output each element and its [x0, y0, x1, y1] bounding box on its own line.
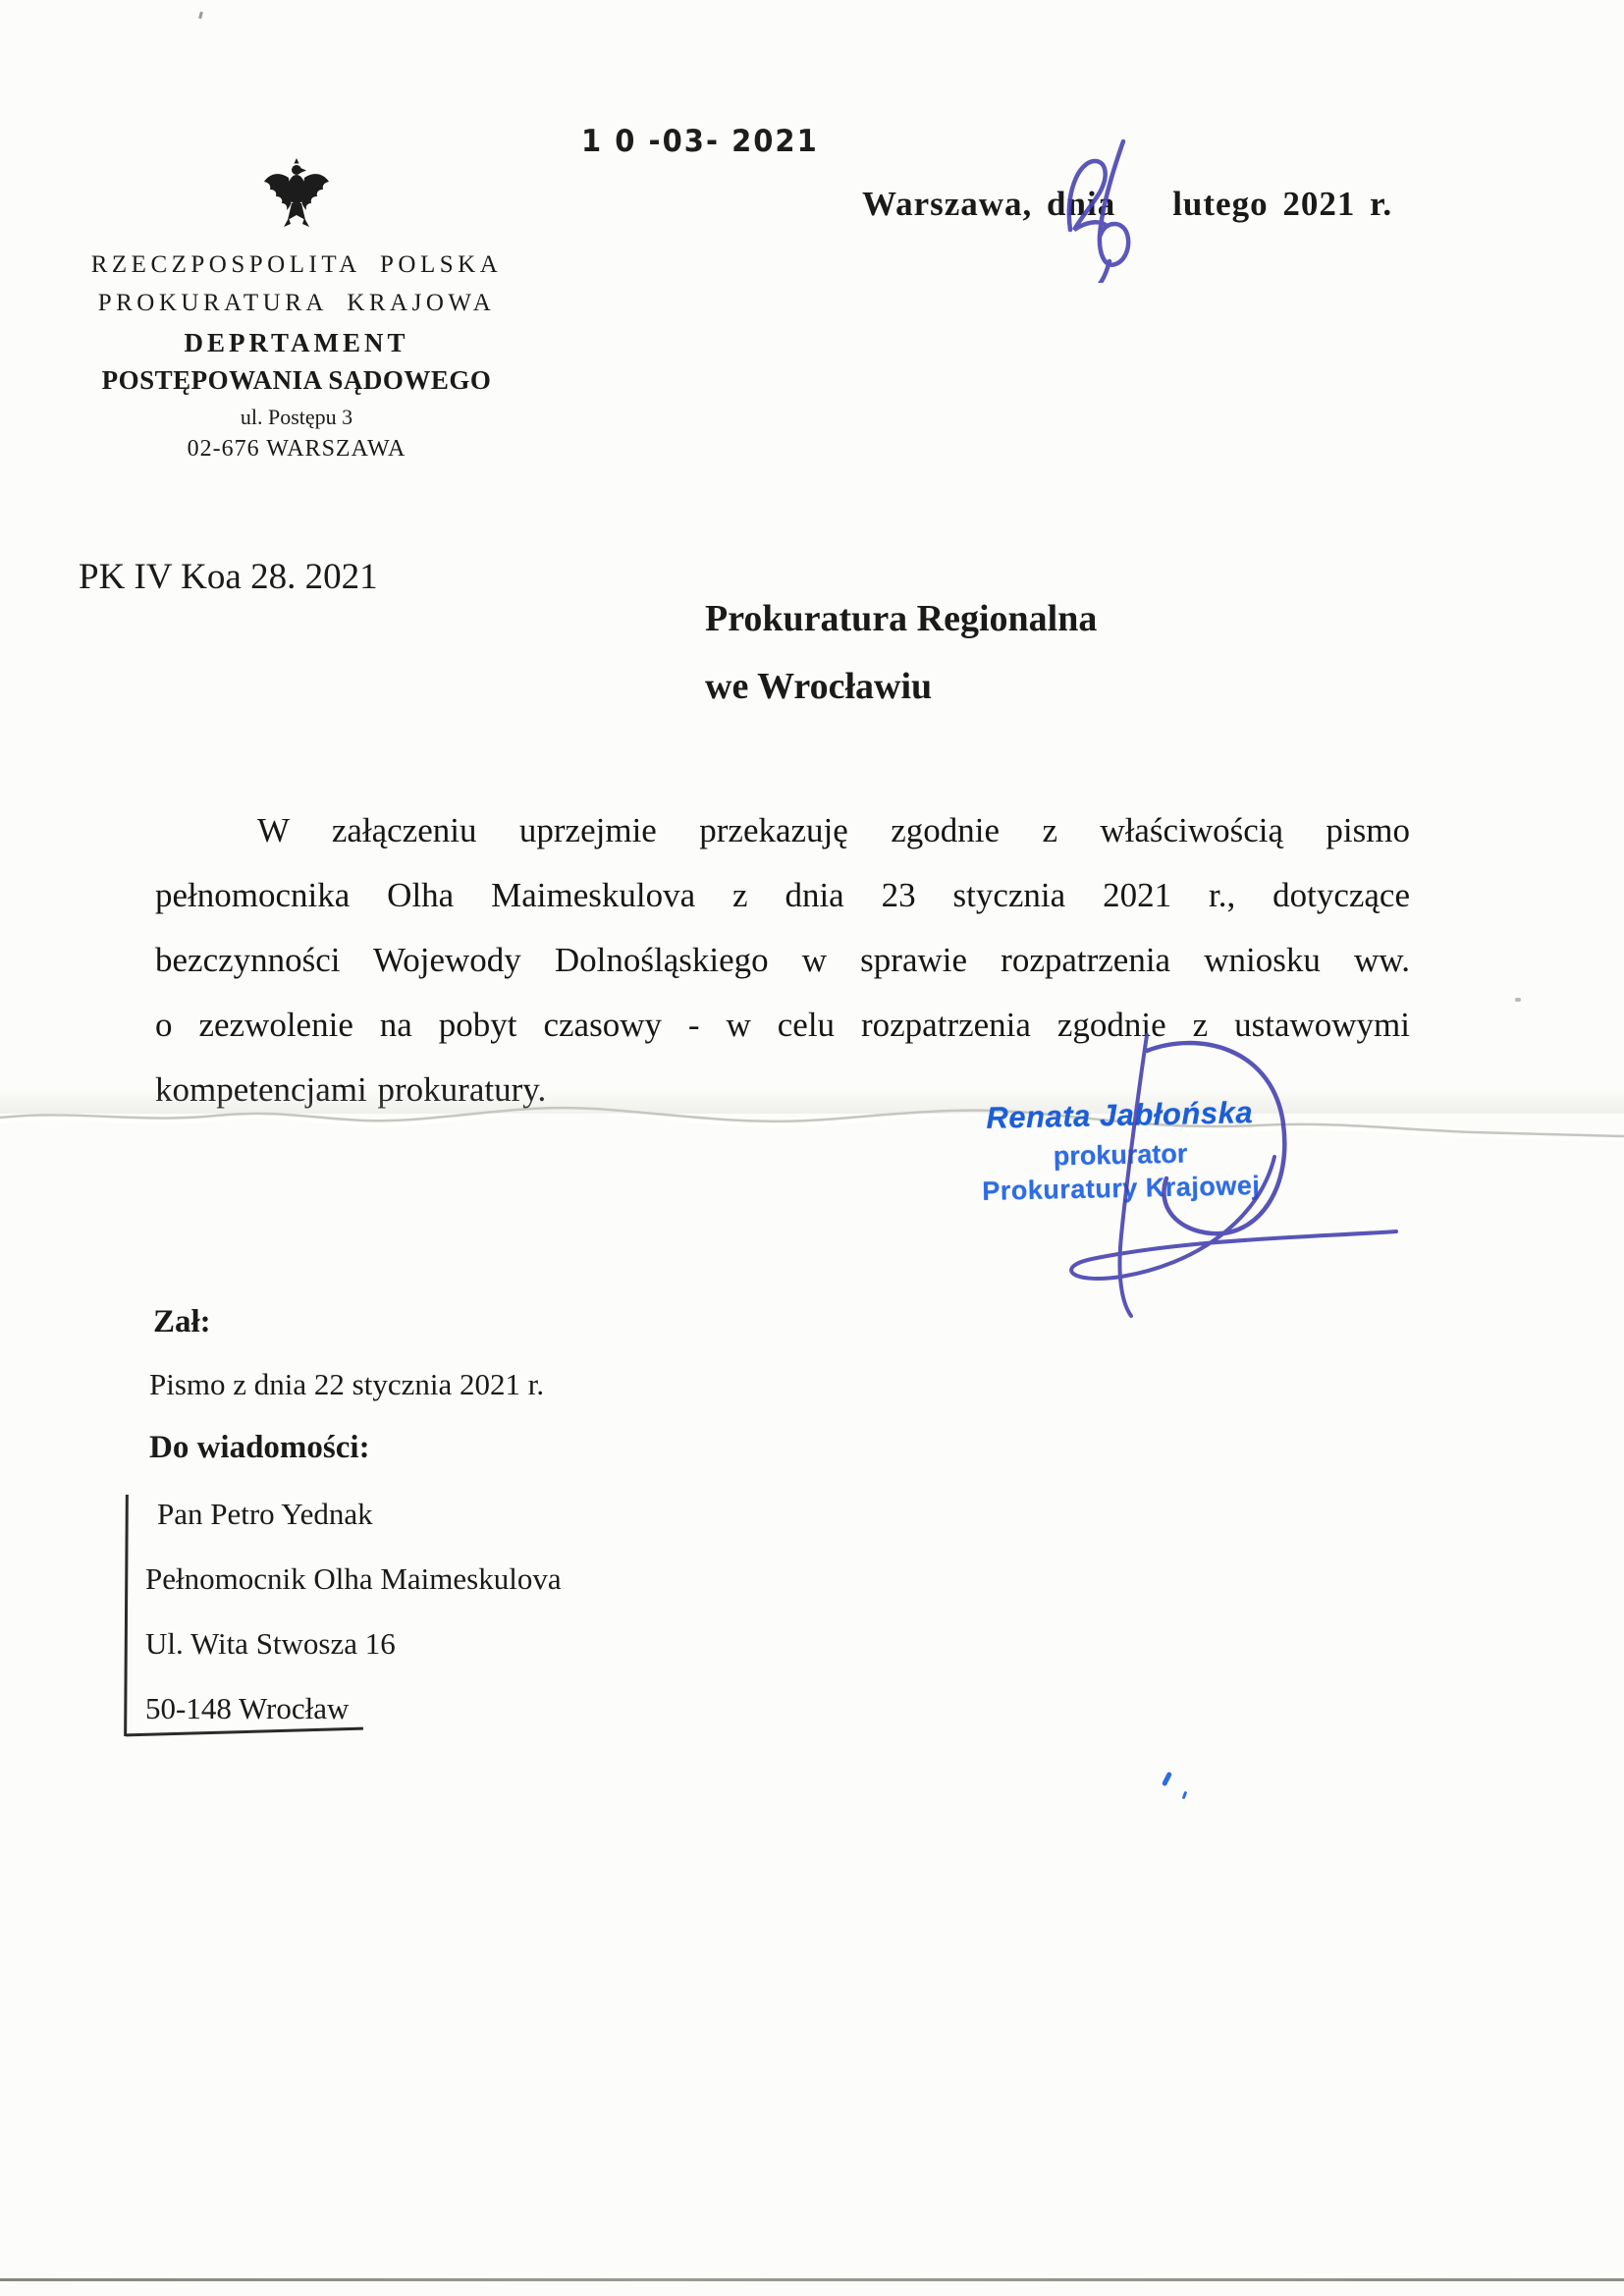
stamp-title-line1: prokurator [1053, 1138, 1188, 1172]
letterhead-department-line2: POSTĘPOWANIA SĄDOWEGO [101, 365, 492, 395]
letterhead-street: ul. Postępu 3 [240, 405, 353, 429]
pen-bracket-underline [126, 1727, 363, 1737]
cc-line: 50-148 Wrocław [145, 1691, 350, 1725]
letterhead [57, 251, 536, 463]
dateline-prefix: Warszawa, dnia [862, 185, 1116, 223]
body-line: o zezwolenie na pobyt czasowy - w celu rozpatrzenia zgodnie z ustawowymi [155, 1006, 1410, 1044]
cc-line: Pan Petro Yednak [157, 1497, 373, 1531]
ink-speck [1162, 1772, 1172, 1787]
scan-bottom-edge [0, 2278, 1624, 2281]
scan-artifact-speck [198, 12, 203, 20]
recipient-block [705, 597, 1097, 708]
attachments-label: Zał: [153, 1304, 211, 1339]
letterhead-city: 02-676 WARSZAWA [187, 436, 406, 462]
scan-artifact-speck [1515, 998, 1521, 1002]
letterhead-department-line1: DEPRTAMENT [184, 328, 409, 357]
cc-line: Pełnomocnik Olha Maimeskulova [145, 1561, 562, 1596]
body-line: W załączeniu uprzejmie przekazuję zgodnie z właściwością pismo [257, 811, 1410, 849]
letterhead-institution: PROKURATURA KRAJOWA [97, 290, 496, 316]
cc-label: Do wiadomości: [149, 1430, 370, 1465]
case-number: PK IV Koa 28. 2021 [79, 557, 378, 597]
polish-eagle-emblem-icon [261, 157, 332, 234]
handwritten-day-26 [1058, 136, 1142, 283]
attachments-item: Pismo z dnia 22 stycznia 2021 r. [149, 1367, 545, 1401]
recipient-line2: we Wrocławiu [705, 666, 933, 707]
body-line: bezczynności Wojewody Dolnośląskiego w sprawie rozpatrzenia wniosku ww. [155, 941, 1410, 979]
body-line: pełnomocnika Olha Maimeskulova z dnia 23 stycznia 2021 r., dotyczące [155, 876, 1410, 914]
handwritten-signature [1011, 1029, 1424, 1324]
letterhead-country: RZECZPOSPOLITA POLSKA [90, 251, 503, 278]
ink-speck [1182, 1791, 1188, 1800]
recipient-line1: Prokuratura Regionalna [705, 598, 1098, 639]
stamp-name: Renata Jabłońska [986, 1095, 1254, 1135]
received-date-stamp: 1 0 -03- 2021 [581, 122, 819, 159]
cc-line: Ul. Wita Stwosza 16 [145, 1626, 396, 1661]
pen-bracket-vertical [124, 1495, 129, 1736]
stamp-title-line2: Prokuratury Krajowej [981, 1171, 1261, 1206]
dateline-suffix: lutego 2021 r. [1172, 185, 1393, 223]
dateline [862, 185, 1451, 224]
